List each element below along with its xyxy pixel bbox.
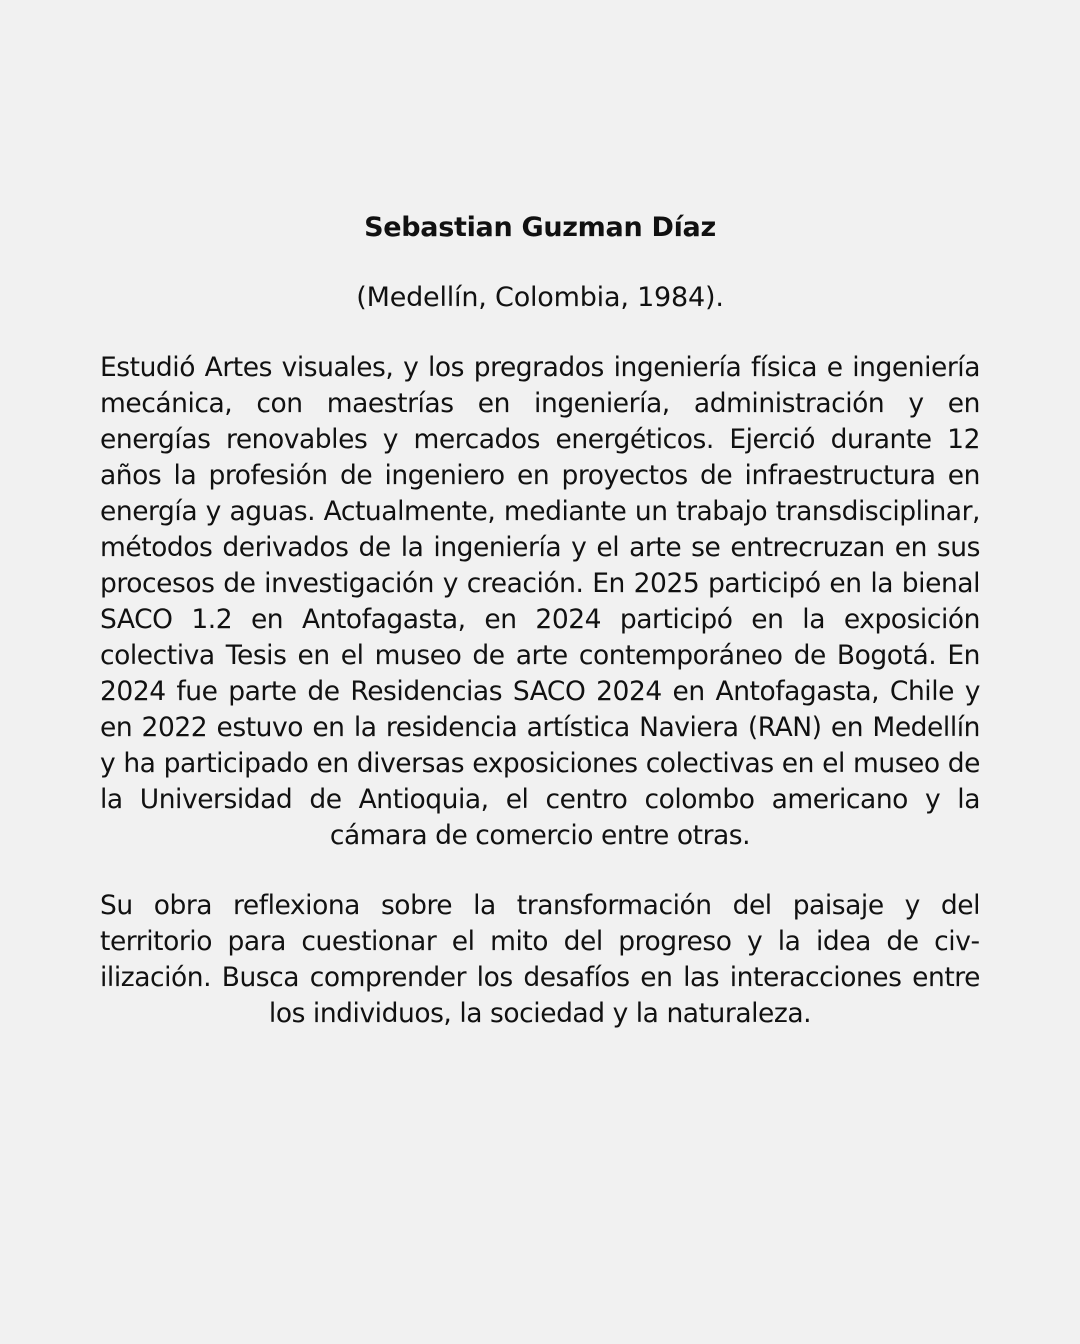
artist-origin: (Medellín, Colombia, 1984).	[356, 282, 724, 313]
artist-name: Sebastian Guzman Díaz	[364, 212, 716, 243]
artist-bio-card	[100, 208, 980, 1032]
bio-paragraph-statement: Su obra reflexiona sobre la transformación del paisaje y del territorio para cuestionar el mito del progreso y la idea de civilización. Busca comprender los desafíos en las interacciones entre los individuos, la sociedad y la naturaleza.	[100, 890, 980, 1029]
bio-paragraph-education: Estudió Artes visuales, y los pregrados ingeniería física e ingeniería mecánica, con maestrías en ingeniería, administración y en energías renovables y mercados energéticos. Ejerció durante 12 años la profesión de ingeniero en proyectos de infraestructura en energía y aguas. Actualmente, mediante un trabajo transdisciplinar, métodos derivados de la ingeniería y el arte se entrecruzan en sus procesos de investigación y creación. En 2025 participó en la bienal SACO 1.2 en Antofagasta, en 2024 participó en la exposición colectiva Tesis en el museo de arte contemporáneo de Bogotá. En 2024 fue parte de Residencias SACO 2024 en Antofagasta, Chile y en 2022 estuvo en la residencia artística Naviera (RAN) en Medellín y ha participado en diversas exposiciones colectivas en el museo de la Universidad de Antioquia, el centro colombo americano y la cámara de comercio entre otras.	[100, 352, 980, 851]
